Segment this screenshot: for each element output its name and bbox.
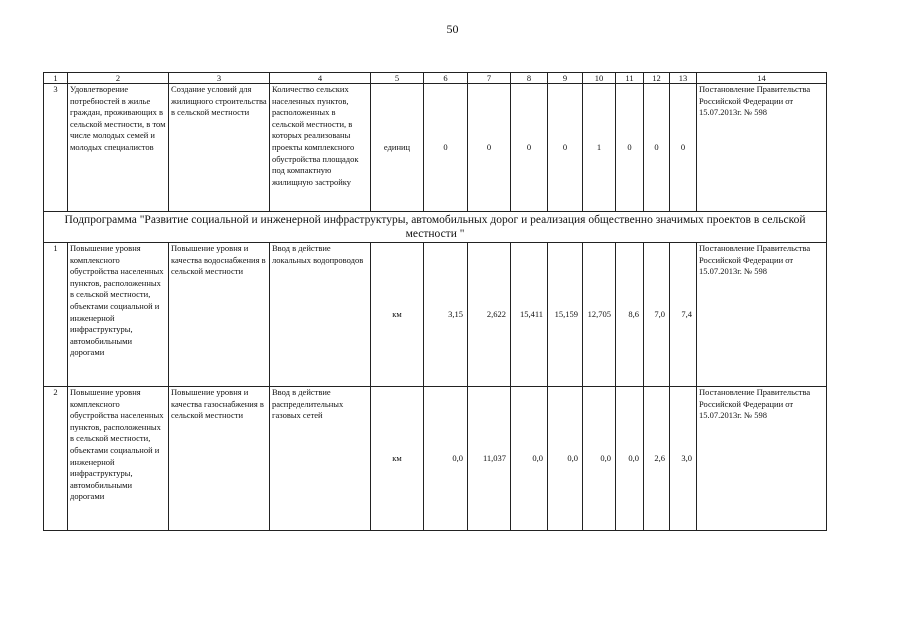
header-cell: 14 <box>697 73 827 84</box>
header-cell: 8 <box>511 73 548 84</box>
value-cell: 11,037 <box>468 387 511 531</box>
value-cell: 15,411 <box>511 243 548 387</box>
subprogram-row <box>44 212 827 243</box>
header-cell: 10 <box>583 73 616 84</box>
value-cell: 0,0 <box>511 387 548 531</box>
header-cell: 11 <box>616 73 644 84</box>
page-number: 50 <box>446 22 459 36</box>
indicator-cell: Ввод в действие локальных водопроводов <box>270 243 371 387</box>
value-cell: 15,159 <box>548 243 583 387</box>
header-cell: 3 <box>169 73 270 84</box>
value-cell: 1 <box>583 84 616 212</box>
indicators-table <box>43 72 827 531</box>
basis-cell: Постановление Правительства Российской Федерации от 15.07.2013г. № 598 <box>697 84 827 212</box>
value-cell: 0,0 <box>583 387 616 531</box>
value-cell: 0 <box>548 84 583 212</box>
unit-cell: единиц <box>371 84 424 212</box>
header-cell: 12 <box>644 73 670 84</box>
header-cell: 9 <box>548 73 583 84</box>
task-cell: Повышение уровня комплексного обустройства населенных пунктов, расположенных в сельской местности, объектами социальной и инженерной инфраструктуры, автомобильными дорогами <box>68 243 169 387</box>
unit-cell: км <box>371 387 424 531</box>
value-cell: 12,705 <box>583 243 616 387</box>
table-row <box>44 84 827 212</box>
header-cell: 6 <box>424 73 468 84</box>
row-number: 2 <box>44 387 68 531</box>
value-cell: 0,0 <box>548 387 583 531</box>
task-cell: Повышение уровня комплексного обустройства населенных пунктов, расположенных в сельской местности, объектами социальной и инженерной инфраструктуры, автомобильными дорогами <box>68 387 169 531</box>
value-cell: 0 <box>511 84 548 212</box>
value-cell: 0,0 <box>616 387 644 531</box>
value-cell: 3,15 <box>424 243 468 387</box>
value-cell: 0,0 <box>424 387 468 531</box>
header-cell: 5 <box>371 73 424 84</box>
value-cell: 7,4 <box>670 243 697 387</box>
header-cell: 7 <box>468 73 511 84</box>
goal-cell: Повышение уровня и качества водоснабжения в сельской местности <box>169 243 270 387</box>
basis-cell: Постановление Правительства Российской Федерации от 15.07.2013г. № 598 <box>697 387 827 531</box>
subprogram-title: Подпрограмма "Развитие социальной и инженерной инфраструктуры, автомобильных дорог и реализация общественно значимых проектов в сельской местности " <box>44 212 827 243</box>
header-cell: 13 <box>670 73 697 84</box>
value-cell: 0 <box>670 84 697 212</box>
value-cell: 2,6 <box>644 387 670 531</box>
table-row <box>44 243 827 387</box>
value-cell: 0 <box>424 84 468 212</box>
row-number: 3 <box>44 84 68 212</box>
indicator-cell: Количество сельских населенных пунктов, расположенных в сельской местности, в которых реализованы проекты комплексного обустройства площадок под компактную жилищную застройку <box>270 84 371 212</box>
header-cell: 2 <box>68 73 169 84</box>
value-cell: 7,0 <box>644 243 670 387</box>
table-row <box>44 387 827 531</box>
goal-cell: Повышение уровня и качества газоснабжения в сельской местности <box>169 387 270 531</box>
basis-cell: Постановление Правительства Российской Федерации от 15.07.2013г. № 598 <box>697 243 827 387</box>
value-cell: 0 <box>468 84 511 212</box>
unit-cell: км <box>371 243 424 387</box>
value-cell: 3,0 <box>670 387 697 531</box>
task-cell: Удовлетворение потребностей в жилье граждан, проживающих в сельской местности, в том числе молодых семей и молодых специалистов <box>68 84 169 212</box>
value-cell: 2,622 <box>468 243 511 387</box>
indicator-cell: Ввод в действие распределительных газовых сетей <box>270 387 371 531</box>
value-cell: 0 <box>644 84 670 212</box>
goal-cell: Создание условий для жилищного строительства в сельской местности <box>169 84 270 212</box>
header-cell: 4 <box>270 73 371 84</box>
header-cell: 1 <box>44 73 68 84</box>
row-number: 1 <box>44 243 68 387</box>
value-cell: 8,6 <box>616 243 644 387</box>
table-header-row <box>44 73 827 84</box>
value-cell: 0 <box>616 84 644 212</box>
